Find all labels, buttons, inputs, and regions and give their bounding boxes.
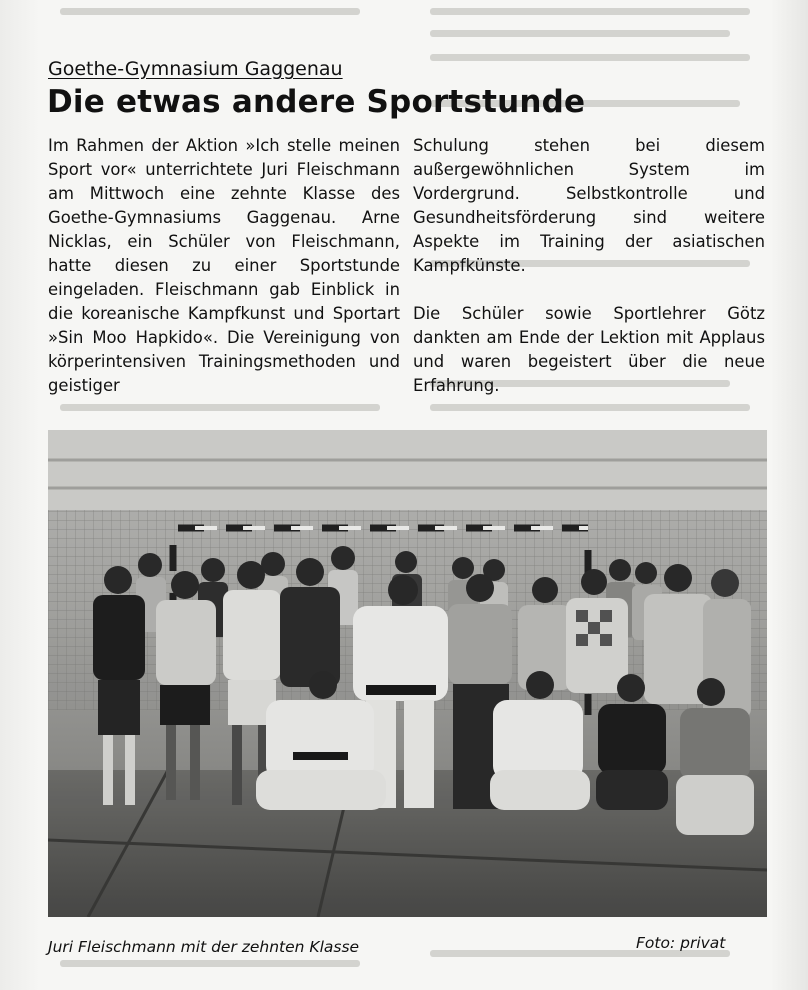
paragraph: Schulung stehen bei diesem außergewöhnlichen System im Vordergrund. Selbstkontrolle und Gesundheitsförderung sind weitere Aspekte im Training der asiatischen Kampfkünste.	[413, 136, 765, 275]
photo-credit: Foto: privat	[636, 934, 726, 952]
article-headline: Die etwas andere Sportstunde	[47, 84, 586, 120]
group-photo	[48, 430, 767, 917]
paragraph: Die Schüler sowie Sportlehrer Götz dankten am Ende der Lektion mit Applaus und waren begeistert über die neue Erfahrung.	[413, 304, 765, 395]
photo-illustration	[48, 430, 767, 917]
photo-caption: Juri Fleischmann mit der zehnten Klasse	[48, 938, 360, 956]
paragraph: Im Rahmen der Aktion »Ich stelle meinen Sport vor« unterrichtete Juri Fleischmann am Mittwoch eine zehnte Klasse des Goethe-Gymnasiums Gaggenau. Arne Nicklas, ein Schüler von Fleischmann, hatte diesen zu einer Sportstunde eingeladen. Fleischmann gab Einblick in die koreanische Kampfkunst und Sportart »Sin Moo Hapkido«. Die Vereinigung von körperintensiven Trainingsmethoden und geistiger	[48, 136, 400, 395]
article-kicker: Goethe-Gymnasium Gaggenau	[48, 58, 343, 80]
article-column-right	[413, 134, 765, 398]
article-column-left	[48, 134, 400, 398]
